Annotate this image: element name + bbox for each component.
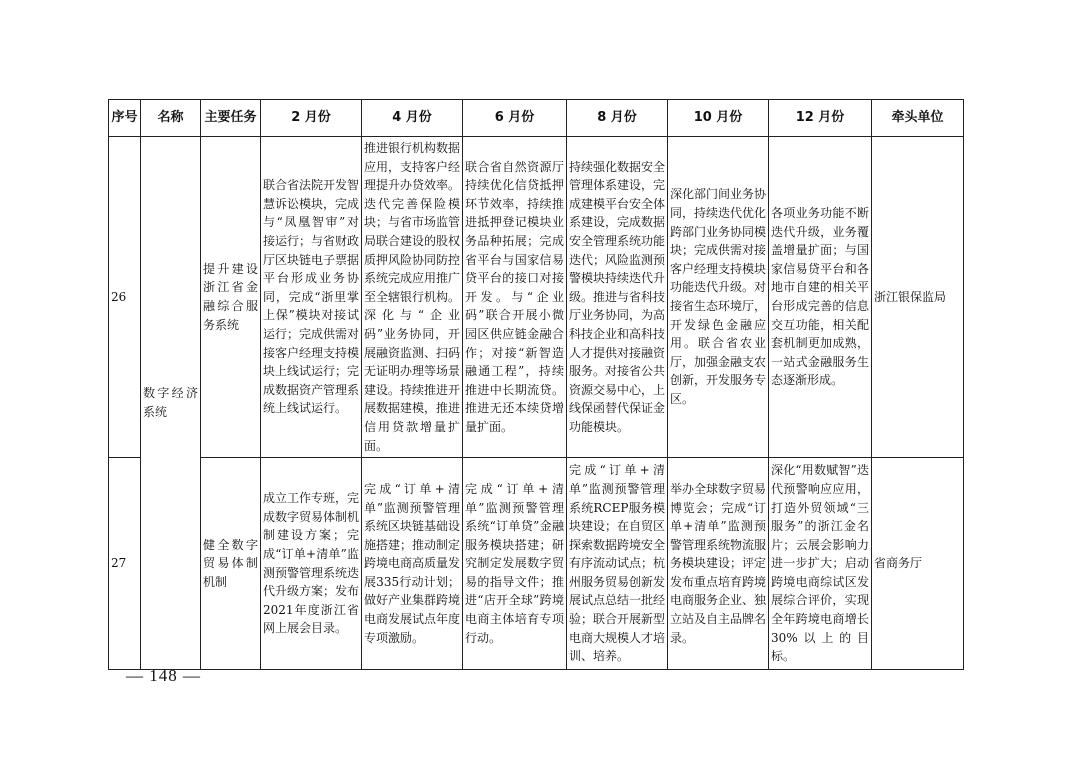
apr-cell: 完成“订单+清单”监测预警管理系统区块链基础设施搭建；推动制定跨境电商高质量发展335行动计划；做好产业集群跨境电商发展试点年度专项激励。	[362, 458, 463, 670]
col-header-name: 名称	[141, 100, 201, 137]
feb-cell: 联合省法院开发智慧诉讼模块，完成与“凤凰智审”对接运行；与省财政厅区块链电子票据平台形成业务协同，完成“浙里掌上保”模块对接试运行；完成供需对接客户经理支持模块上线试运行；完成数据资产管理系统上线试运行。	[261, 137, 362, 458]
feb-cell: 成立工作专班，完成数字贸易体制机制建设方案；完成“订单+清单”监测预警管理系统迭代升级方案；发布2021年度浙江省网上展会目录。	[261, 458, 362, 670]
col-header-jun: 6 月份	[463, 100, 567, 137]
main-task: 健全数字贸易体制机制	[201, 458, 261, 670]
dec-cell: 各项业务功能不断迭代升级，业务覆盖增量扩面；与国家信易贷平台和各地市自建的相关平台形成完善的信息交互功能，相关配套机制更加成熟，一站式金融服务生态逐渐形成。	[769, 137, 872, 458]
header-row	[109, 100, 964, 137]
main-task: 提升建设浙江省金融综合服务系统	[201, 137, 261, 458]
dec-cell: 深化“用数赋智”迭代预警响应应用，打造外贸领域“三服务”的浙江金名片；云展会影响力进一步扩大；启动跨境电商综试区发展综合评价，实现全年跨境电商增长30%以上的目标。	[769, 458, 872, 670]
aug-cell: 持续强化数据安全管理体系建设，完成建模平台安全体系建设，完成数据安全管理系统功能迭代；风险监测预警模块持续迭代升级。推进与省科技厅业务协同，为高科技企业和高科技人才提供对接融资服务。对接省公共资源交易中心，上线保函替代保证金功能模块。	[567, 137, 668, 458]
col-header-no: 序号	[109, 100, 141, 137]
row-number: 27	[109, 458, 141, 670]
table-row	[109, 458, 964, 670]
oct-cell: 举办全球数字贸易博览会；完成“订单+清单”监测预警管理系统物流服务模块建设；评定发布重点培育跨境电商服务企业、独立站及自主品牌名录。	[668, 458, 769, 670]
table-row	[109, 137, 964, 458]
category-name: 数字经济系统	[141, 137, 201, 670]
aug-cell: 完成“订单+清单”监测预警管理系统RCEP服务模块建设；在自贸区探索数据跨境安全有序流动试点；杭州服务贸易创新发展试点总结一批经验；联合开展新型电商大规模人才培训、培养。	[567, 458, 668, 670]
lead-unit: 浙江银保监局	[872, 137, 964, 458]
jun-cell: 联合省自然资源厅持续优化信贷抵押环节效率，持续推进抵押登记模块业务品种拓展；完成省平台与国家信易贷平台的接口对接开发。与“企业码”联合开展小微园区供应链金融合作；对接“新智造融通工程”，持续推进中长期流贷。推进无还本续贷增量扩面。	[463, 137, 567, 458]
col-header-aug: 8 月份	[567, 100, 668, 137]
col-header-apr: 4 月份	[362, 100, 463, 137]
col-header-dec: 12 月份	[769, 100, 872, 137]
col-header-feb: 2 月份	[261, 100, 362, 137]
page-number: — 148 —	[126, 666, 201, 685]
oct-cell: 深化部门间业务协同，持续迭代优化跨部门业务协同模块；完成供需对接客户经理支持模块功能迭代升级。对接省生态环境厅，开发绿色金融应用。联合省农业厅，加强金融支农创新，开发服务专区。	[668, 137, 769, 458]
col-header-task: 主要任务	[201, 100, 261, 137]
jun-cell: 完成“订单+清单”监测预警管理系统“订单贷”金融服务模块搭建；研究制定发展数字贸易的指导文件；推进“店开全球”跨境电商主体培育专项行动。	[463, 458, 567, 670]
col-header-oct: 10 月份	[668, 100, 769, 137]
apr-cell: 推进银行机构数据应用，支持客户经理提升办贷效率。迭代完善保险模块；与省市场监管局联合建设的股权质押风险协同防控系统完成应用推广至全辖银行机构。深化与“企业码”业务协同，开展融资监测、扫码无证明办理等场景建设。持续推进开展数据建模，推进信用贷款增量扩面。	[362, 137, 463, 458]
col-header-lead: 牵头单位	[872, 100, 964, 137]
plan-table	[108, 99, 964, 670]
row-number: 26	[109, 137, 141, 458]
lead-unit: 省商务厅	[872, 458, 964, 670]
